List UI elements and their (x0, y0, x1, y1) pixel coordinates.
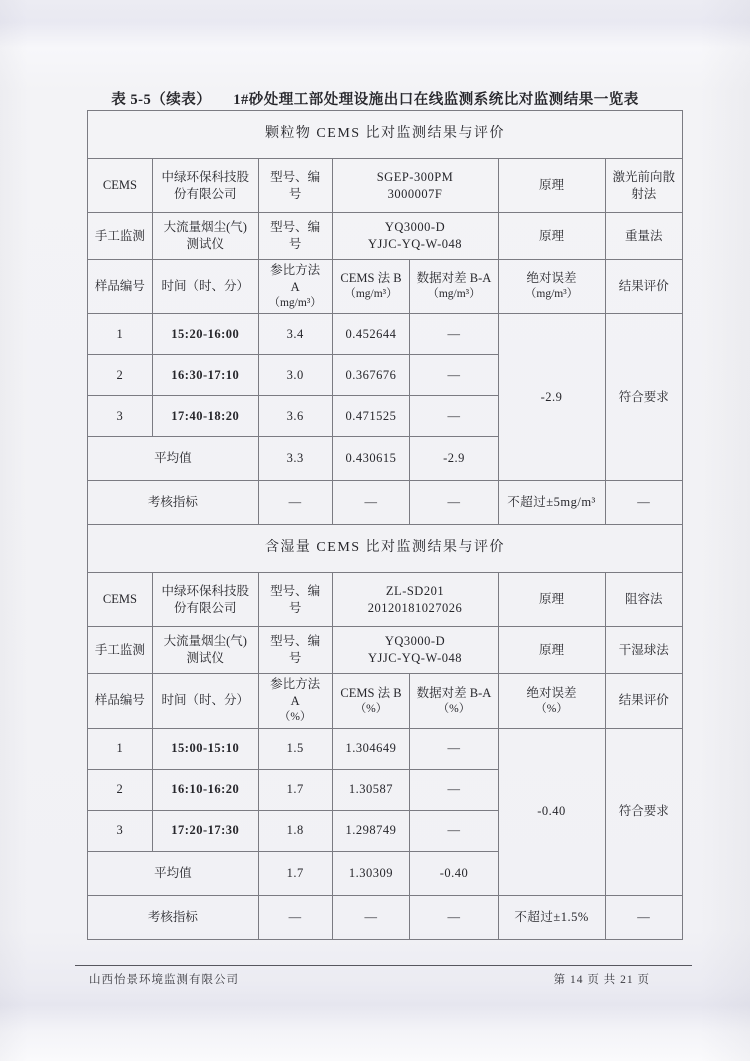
data-row (88, 728, 683, 769)
assessment-diff-cell: — (410, 481, 498, 525)
col-label: 绝对误差 (526, 685, 577, 700)
col-header-abs-error (498, 260, 605, 314)
comparison-results-table (87, 110, 683, 940)
table-number-label: 表 5-5（续表） (111, 92, 212, 108)
time-cell: 16:30-17:10 (152, 355, 258, 396)
principle-label-cell: 原理 (498, 159, 605, 213)
col-unit: （%） (535, 702, 568, 715)
sample-no-cell: 1 (88, 728, 153, 769)
avg-diff-cell: -2.9 (410, 437, 498, 481)
ref-value-cell: 3.0 (258, 355, 332, 396)
abs-error-merged-cell: -2.9 (498, 314, 605, 481)
col-unit: （mg/m³） (427, 288, 481, 301)
evaluation-merged-cell: 符合要求 (605, 728, 682, 895)
section-header-row (88, 111, 683, 159)
col-header-cems (332, 260, 410, 314)
equipment-row-cems (88, 573, 683, 627)
time-cell: 15:20-16:00 (152, 314, 258, 355)
col-header-evaluation (605, 260, 682, 314)
diff-cell: — (410, 396, 498, 437)
col-header-ref-method (258, 260, 332, 314)
abs-error-merged-cell: -0.40 (498, 728, 605, 895)
cems-value-cell: 0.367676 (332, 355, 410, 396)
avg-ref-cell: 3.3 (258, 437, 332, 481)
col-unit: （%） (437, 702, 471, 715)
average-label-cell: 平均值 (88, 437, 259, 481)
column-header-row (88, 260, 683, 314)
column-header-row (88, 674, 683, 728)
assessment-row (88, 895, 683, 939)
diff-cell: — (410, 355, 498, 396)
equip-device-cell: 中绿环保科技股份有限公司 (152, 573, 258, 627)
col-unit: （%） (278, 711, 312, 724)
cems-value-cell: 0.452644 (332, 314, 410, 355)
col-label: 时间（时、分） (161, 693, 250, 708)
col-label: 参比方法 A (270, 263, 321, 294)
assessment-ref-cell: — (258, 895, 332, 939)
diff-cell: — (410, 769, 498, 810)
evaluation-merged-cell: 符合要求 (605, 314, 682, 481)
ref-value-cell: 3.4 (258, 314, 332, 355)
data-row (88, 314, 683, 355)
ref-value-cell: 1.7 (258, 769, 332, 810)
col-label: 绝对误差 (526, 271, 577, 286)
sample-no-cell: 3 (88, 396, 153, 437)
col-header-time (152, 674, 258, 728)
ref-value-cell: 1.5 (258, 728, 332, 769)
time-cell: 15:00-15:10 (152, 728, 258, 769)
model-line2: 3000007F (387, 186, 443, 201)
col-header-diff (410, 260, 498, 314)
assessment-limit-cell: 不超过±5mg/m³ (498, 481, 605, 525)
section-title: 颗粒物 CEMS 比对监测结果与评价 (88, 111, 683, 159)
col-label: 数据对差 B-A (416, 685, 492, 700)
col-label: CEMS 法 B (340, 271, 402, 286)
equip-role-cell: CEMS (88, 159, 153, 213)
model-value-cell (332, 573, 498, 627)
col-unit: （mg/m³） (268, 296, 322, 309)
model-line1: YQ3000-D (384, 634, 446, 649)
principle-label-cell: 原理 (498, 627, 605, 674)
equipment-row-cems (88, 159, 683, 213)
assessment-limit-cell: 不超过±1.5% (498, 895, 605, 939)
col-label: CEMS 法 B (340, 685, 402, 700)
document-title (0, 88, 750, 109)
equip-role-cell: 手工监测 (88, 213, 153, 260)
equip-device-cell: 大流量烟尘(气)测试仪 (152, 213, 258, 260)
col-unit: （mg/m³） (524, 288, 579, 301)
model-line1: YQ3000-D (384, 220, 446, 235)
col-label: 结果评价 (618, 279, 669, 294)
model-label-cell: 型号、编号 (258, 627, 332, 674)
principle-value-cell: 重量法 (605, 213, 682, 260)
model-line2: 20120181027026 (367, 600, 463, 615)
page-footer (75, 965, 692, 987)
col-header-abs-error (498, 674, 605, 728)
col-label: 结果评价 (618, 693, 669, 708)
col-header-cems (332, 674, 410, 728)
assessment-ref-cell: — (258, 481, 332, 525)
diff-cell: — (410, 810, 498, 851)
model-line1: ZL-SD201 (385, 583, 445, 598)
model-line2: YJJC-YQ-W-048 (368, 237, 462, 251)
section-header-row (88, 525, 683, 573)
model-line2: YJJC-YQ-W-048 (368, 651, 462, 666)
equipment-row-manual (88, 213, 683, 260)
assessment-cems-cell: — (332, 895, 410, 939)
footer-company-name: 山西怡景环境监测有限公司 (89, 974, 239, 986)
assessment-eval-cell: — (605, 481, 682, 525)
sample-no-cell: 2 (88, 355, 153, 396)
model-value-cell (332, 159, 498, 213)
assessment-cems-cell: — (332, 481, 410, 525)
equip-role-cell: 手工监测 (88, 627, 153, 674)
average-label-cell: 平均值 (88, 851, 259, 895)
time-cell: 17:20-17:30 (152, 810, 258, 851)
col-header-diff (410, 674, 498, 728)
time-cell: 17:40-18:20 (152, 396, 258, 437)
equip-role-cell: CEMS (88, 573, 153, 627)
time-cell: 16:10-16:20 (152, 769, 258, 810)
col-label: 样品编号 (94, 279, 145, 294)
cems-value-cell: 0.471525 (332, 396, 410, 437)
principle-label-cell: 原理 (498, 573, 605, 627)
model-value-cell (332, 213, 498, 260)
col-label: 样品编号 (94, 693, 145, 708)
equipment-row-manual (88, 627, 683, 674)
ref-value-cell: 3.6 (258, 396, 332, 437)
footer-page-number: 第 14 页 共 21 页 (553, 974, 650, 986)
model-line1: SGEP-300PM (376, 169, 454, 184)
equip-device-cell: 大流量烟尘(气)测试仪 (152, 627, 258, 674)
sample-no-cell: 2 (88, 769, 153, 810)
cems-value-cell: 1.298749 (332, 810, 410, 851)
col-label: 参比方法 A (270, 677, 321, 709)
avg-cems-cell: 1.30309 (332, 851, 410, 895)
col-header-sample (88, 674, 153, 728)
col-header-evaluation (605, 674, 682, 728)
model-label-cell: 型号、编号 (258, 573, 332, 627)
col-header-time (152, 260, 258, 314)
col-label: 时间（时、分） (161, 279, 250, 294)
assessment-label-cell: 考核指标 (88, 481, 259, 525)
col-header-sample (88, 260, 153, 314)
table-title-text: 1#砂处理工部处理设施出口在线监测系统比对监测结果一览表 (233, 92, 639, 108)
col-unit: （%） (354, 702, 388, 715)
cems-value-cell: 1.30587 (332, 769, 410, 810)
col-unit: （mg/m³） (344, 288, 398, 301)
col-header-ref-method (258, 674, 332, 728)
principle-label-cell: 原理 (498, 213, 605, 260)
avg-diff-cell: -0.40 (410, 851, 498, 895)
ref-value-cell: 1.8 (258, 810, 332, 851)
principle-value-cell: 激光前向散射法 (605, 159, 682, 213)
col-label: 数据对差 B-A (416, 271, 492, 286)
model-label-cell: 型号、编号 (258, 213, 332, 260)
assessment-label-cell: 考核指标 (88, 895, 259, 939)
diff-cell: — (410, 314, 498, 355)
assessment-row (88, 481, 683, 525)
principle-value-cell: 干湿球法 (605, 627, 682, 674)
sample-no-cell: 3 (88, 810, 153, 851)
model-label-cell: 型号、编号 (258, 159, 332, 213)
model-value-cell (332, 627, 498, 674)
equip-device-cell: 中绿环保科技股份有限公司 (152, 159, 258, 213)
diff-cell: — (410, 728, 498, 769)
assessment-diff-cell: — (410, 895, 498, 939)
principle-value-cell: 阻容法 (605, 573, 682, 627)
assessment-eval-cell: — (605, 895, 682, 939)
section-title: 含湿量 CEMS 比对监测结果与评价 (88, 525, 683, 573)
avg-cems-cell: 0.430615 (332, 437, 410, 481)
cems-value-cell: 1.304649 (332, 728, 410, 769)
sample-no-cell: 1 (88, 314, 153, 355)
avg-ref-cell: 1.7 (258, 851, 332, 895)
